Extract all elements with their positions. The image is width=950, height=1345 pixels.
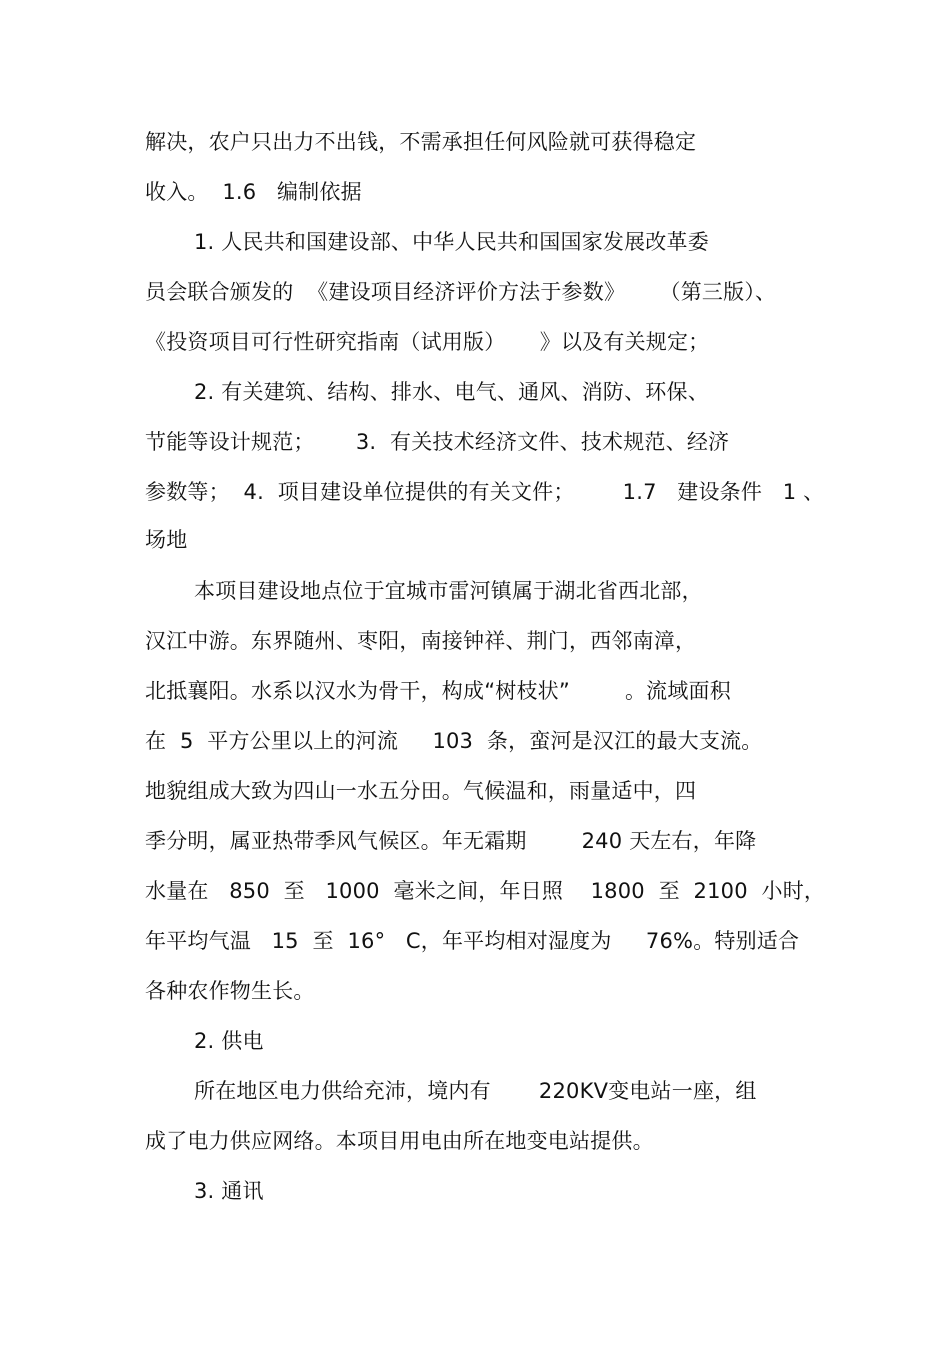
text-line: 汉江中游。东界随州、枣阳，南接钟祥、荆门，西邻南漳， — [145, 629, 697, 653]
text-line: 2. 有关建筑、结构、排水、电气、通风、消防、环保、 — [194, 380, 709, 404]
text-line: 参数等； 4. 项目建设单位提供的有关文件； 1.7 建设条件 1 、 — [145, 480, 825, 504]
text-line: 成了电力供应网络。本项目用电由所在地变电站提供。 — [145, 1129, 654, 1153]
text-line: 场地 — [145, 528, 188, 552]
text-line: 各种农作物生长。 — [145, 979, 315, 1003]
text-line: 水量在 850 至 1000 毫米之间，年日照 1800 至 2100 小时， — [145, 879, 826, 903]
text-line: 年平均气温 15 至 16° C，年平均相对湿度为 76%。特别适合 — [145, 929, 800, 953]
text-line: 1. 人民共和国建设部、中华人民共和国国家发展改革委 — [194, 230, 709, 254]
text-line: 2. 供电 — [194, 1029, 264, 1053]
text-line: 季分明，属亚热带季风气候区。年无霜期 240 天左右，年降 — [145, 829, 757, 853]
text-line: 《投资项目可行性研究指南（试用版） 》以及有关规定； — [145, 330, 710, 354]
text-line: 在 5 平方公里以上的河流 103 条，蛮河是汉江的最大支流。 — [145, 729, 763, 753]
text-line: 节能等设计规范； 3. 有关技术经济文件、技术规范、经济 — [145, 430, 730, 454]
text-line: 解决，农户只出力不出钱，不需承担任何风险就可获得稳定 — [145, 130, 697, 154]
text-line: 员会联合颁发的 《建设项目经济评价方法于参数》 （第三版）、 — [145, 280, 777, 304]
text-line: 北抵襄阳。水系以汉水为骨干，构成“树枝状” 。流域面积 — [145, 679, 731, 703]
text-line: 所在地区电力供给充沛，境内有 220KV变电站一座，组 — [194, 1079, 757, 1103]
text-line: 收入。 1.6 编制依据 — [145, 180, 362, 204]
text-line: 3. 通讯 — [194, 1179, 264, 1203]
text-line: 地貌组成大致为四山一水五分田。气候温和，雨量适中，四 — [145, 779, 697, 803]
text-line: 本项目建设地点位于宜城市雷河镇属于湖北省西北部， — [194, 579, 703, 603]
